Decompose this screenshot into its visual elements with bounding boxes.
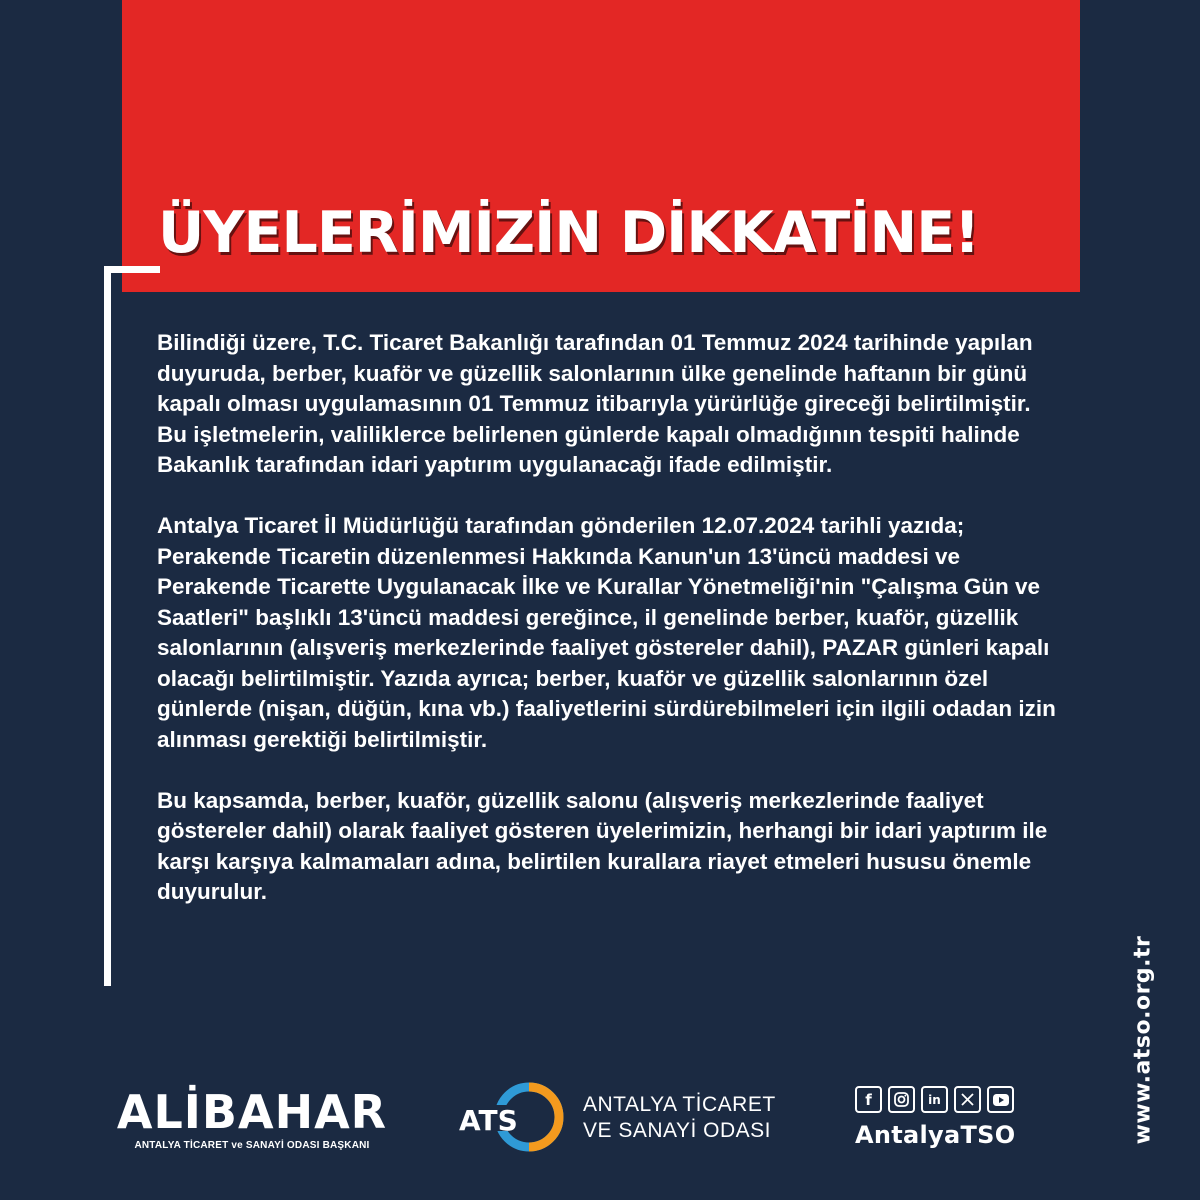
paragraph-1: Bilindiği üzere, T.C. Ticaret Bakanlığı tarafından 01 Temmuz 2024 tarihinde yapılan duyuruda, berber, kuaför ve güzellik salonlarının ülke genelinde haftanın bir günü kapalı olması uygulamasının 01 Temmuz itibarıyla yürürlüğe gireceği belirtilmiştir. Bu işletmelerin, valiliklerce belirlenen günlerde kapalı olmadığının tespiti halinde Bakanlık tarafından idari yaptırım uygulanacağı ifade edilmiştir. (157, 330, 1033, 477)
ats-logo-icon (457, 1075, 567, 1155)
page-title: ÜYELERİMİZİN DİKKATİNE! (158, 200, 980, 266)
social-block (855, 1086, 1035, 1149)
bracket-decoration-side (104, 266, 111, 986)
social-icons (855, 1086, 1035, 1113)
president-signature (112, 1085, 392, 1151)
facebook-icon[interactable]: f (855, 1086, 882, 1113)
footer (0, 1070, 1200, 1180)
ats-logo-text: ATS (459, 1104, 518, 1137)
instagram-icon[interactable] (888, 1086, 915, 1113)
president-name: ALİBAHAR (116, 1085, 388, 1139)
social-handle: AntalyaTSO (855, 1121, 1016, 1149)
x-icon[interactable] (954, 1086, 981, 1113)
youtube-icon[interactable] (987, 1086, 1014, 1113)
announcement-body (157, 328, 1062, 938)
president-title: ANTALYA TİCARET ve SANAYİ ODASI BAŞKANI (134, 1140, 370, 1151)
linkedin-icon[interactable]: in (921, 1086, 948, 1113)
paragraph-2: Antalya Ticaret İl Müdürlüğü tarafından gönderilen 12.07.2024 tarihli yazıda; Perakende Ticaretin düzenlenmesi Hakkında Kanun'un 13'üncü maddesi ve Perakende Ticarette Uygulanacak İlke ve Kurallar Yönetmeliği'nin "Çalışma Gün ve Saatleri" başlıklı 13'üncü maddesi gereğince, il genelinde berber, kuaför, güzellik salonlarının (alışveriş merkezlerinde faaliyet göstereler dahil), PAZAR günleri kapalı olacağı belirtilmiştir. Yazıda ayrıca; berber, kuaför ve güzellik salonlarının özel günlerde (nişan, düğün, kına vb.) faaliyetlerini sürdürebilmeleri için ilgili odadan izin alınması gerektiği belirtilmiştir. (157, 513, 1056, 752)
org-name (583, 1092, 776, 1144)
bracket-decoration-top (104, 266, 160, 273)
paragraph-3: Bu kapsamda, berber, kuaför, güzellik salonu (alışveriş merkezlerinde faaliyet göstereler dahil) olarak faaliyet gösteren üyelerimizin, herhangi bir idari yaptırım ile karşı karşıya kalmamaları adına, belirtilen kurallara riayet etmeleri hususu önemle duyurulur. (157, 787, 1048, 904)
website-url[interactable]: www.atso.org.tr (1130, 935, 1156, 1145)
org-name-line2: VE SANAYİ ODASI (583, 1119, 771, 1142)
org-name-line1: ANTALYA TİCARET (583, 1093, 776, 1116)
